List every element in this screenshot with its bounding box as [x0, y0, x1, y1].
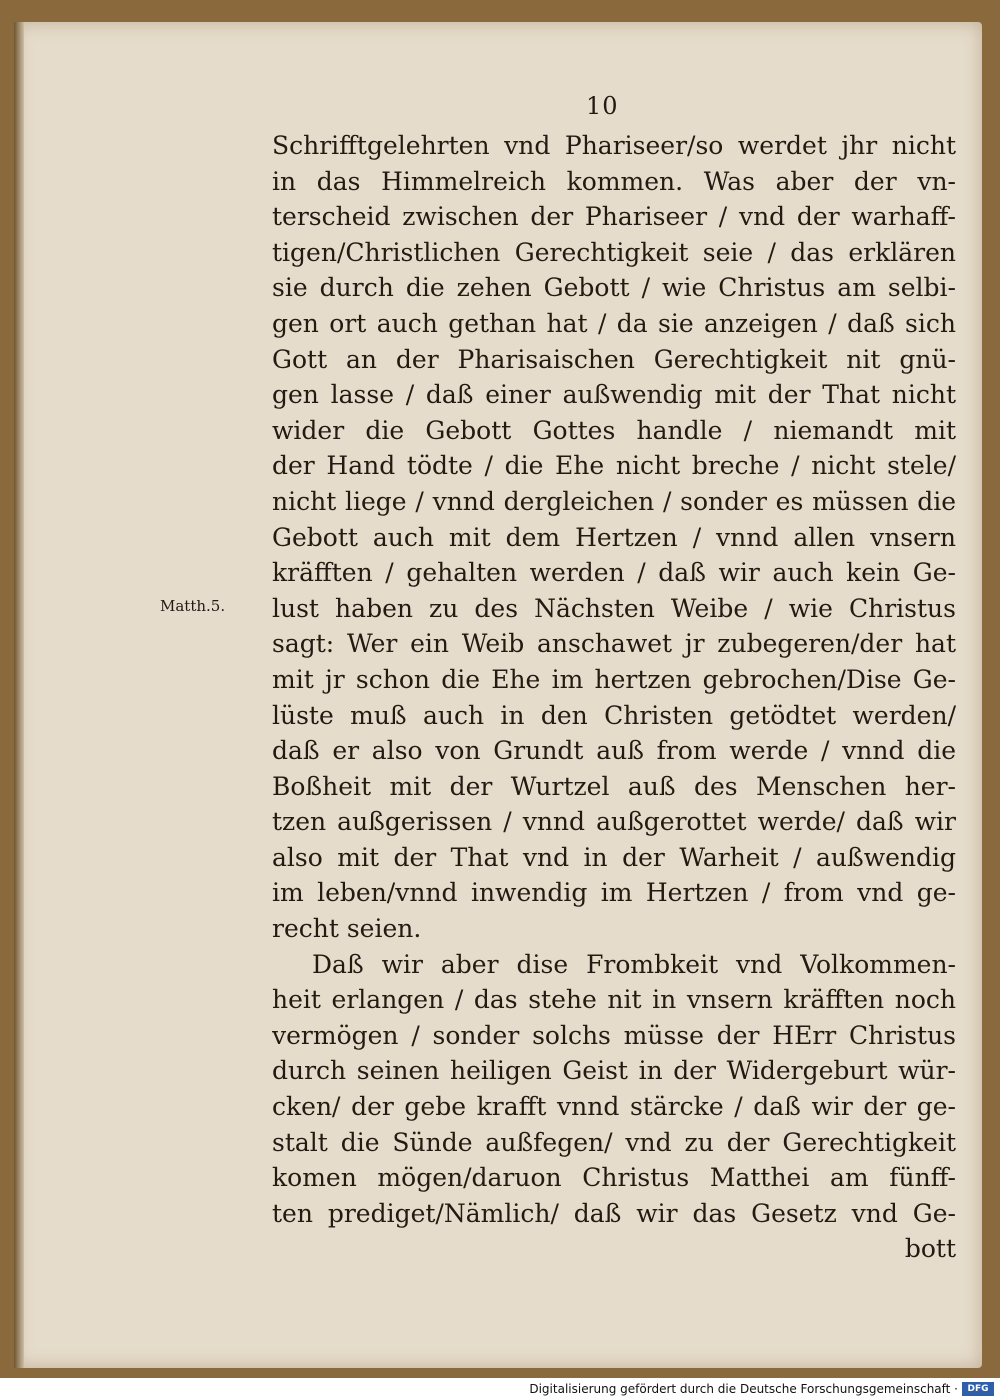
margin-note: Matth.5. [160, 597, 226, 615]
text-line: Schrifftgelehrten vnd Phariseer/so werdet jhr nicht [272, 131, 956, 160]
text-line: komen mögen/daruon Christus Matthei am fünff- [272, 1163, 956, 1193]
text-line: lust haben zu des Nächsten Weibe / wie Christus [272, 593, 956, 623]
text-line: durch seinen heiligen Geist in der Widergeburt wür- [272, 1056, 956, 1086]
page-number: 10 [586, 92, 619, 120]
text-line: Gott an der Pharisaischen Gerechtigkeit nit gnü- [272, 344, 956, 374]
text-line: recht seien. [272, 914, 422, 944]
text-line: Gebott auch mit dem Hertzen / vnnd allen vnsern [272, 522, 956, 552]
catchword: bott [904, 1234, 956, 1264]
text-line: stalt die Sünde außfegen/ vnd zu der Gerechtigkeit [272, 1127, 956, 1157]
text-line: in das Himmelreich kommen. Was aber der vn- [272, 166, 956, 196]
text-line: kräfften / gehalten werden / daß wir auch kein Ge- [272, 558, 956, 588]
text-line: tzen außgerissen / vnnd außgerottet werde/ daß wir [272, 807, 956, 837]
footer-bar [0, 1380, 1000, 1400]
text-line: sie durch die zehen Gebott / wie Christus am selbi- [272, 273, 956, 303]
text-line: also mit der That vnd in der Warheit / außwendig [272, 842, 956, 872]
text-line: wider die Gebott Gottes handle / niemandt mit [272, 415, 956, 445]
text-line: der Hand tödte / die Ehe nicht breche / nicht stele/ [272, 451, 956, 481]
text-line: ten prediget/Nämlich/ daß wir das Gesetz vnd Ge- [272, 1198, 956, 1228]
text-line: Daß wir aber dise Frombkeit vnd Volkommen- [312, 949, 956, 979]
text-line: im leben/vnnd inwendig im Hertzen / from vnd ge- [272, 878, 956, 908]
text-line: mit jr schon die Ehe im hertzen gebrochen/Dise Ge- [272, 664, 956, 694]
text-line: sagt: Wer ein Weib anschawet jr zubegeren/der hat [272, 629, 956, 659]
text-line: daß er also von Grundt auß from werde / vnnd die [272, 736, 956, 766]
text-line: gen ort auch gethan hat / da sie anzeigen / daß sich [272, 308, 956, 338]
text-line: terscheid zwischen der Phariseer / vnd der warhaff- [272, 202, 956, 232]
text-line: heit erlangen / das stehe nit in vnsern kräfften noch [272, 985, 956, 1015]
dfg-logo: DFG [962, 1382, 994, 1396]
text-line: tigen/Christlichen Gerechtigkeit seie / das erklären [272, 237, 956, 267]
text-line: Boßheit mit der Wurtzel auß des Menschen her- [272, 771, 956, 801]
funding-credit: Digitalisierung gefördert durch die Deutsche Forschungsgemeinschaft · [529, 1382, 958, 1396]
text-line: lüste muß auch in den Christen getödtet werden/ [272, 700, 956, 730]
page-gutter [14, 22, 24, 1368]
body-text [272, 128, 956, 1267]
text-line: vermögen / sonder solchs müsse der HErr Christus [272, 1020, 956, 1050]
text-line: gen lasse / daß einer außwendig mit der That nicht [272, 380, 956, 410]
text-line: cken/ der gebe krafft vnnd stärcke / daß wir der ge- [272, 1092, 956, 1122]
text-line: nicht liege / vnnd dergleichen / sonder es müssen die [272, 486, 956, 516]
